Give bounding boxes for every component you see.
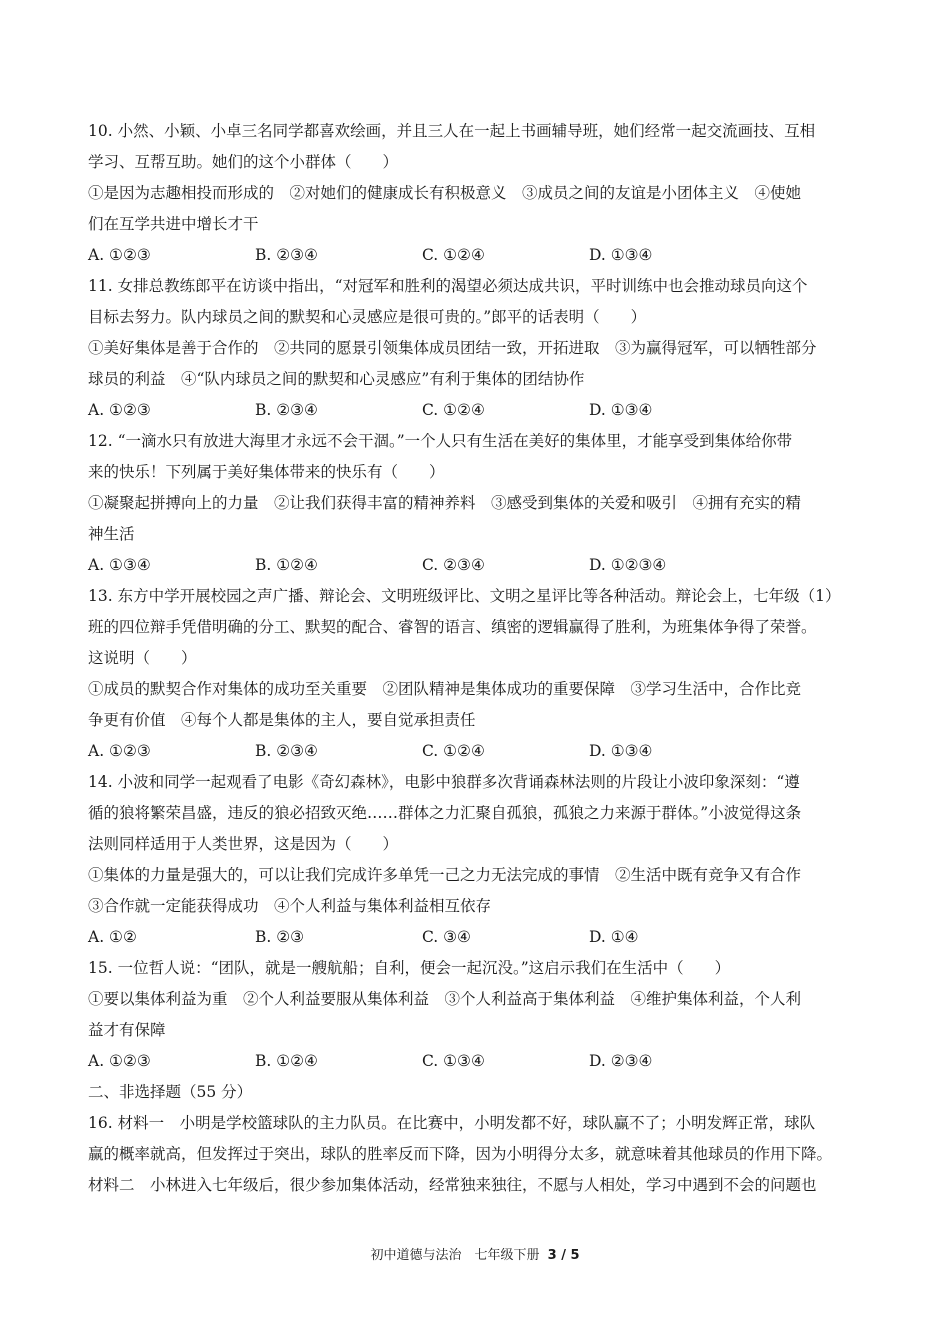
page-footer [0,1244,950,1263]
question-statements: ①美好集体是善于合作的 ②共同的愿景引领集体成员团结一致，开拓进取 ③为赢得冠军，可以牺牲部分 [88,339,817,357]
question-statements: 益才有保障 [88,1021,166,1039]
option-b: B. ②③④ [255,246,318,264]
exam-content [88,116,864,1201]
option-c: C. ①②④ [422,401,485,419]
question-stem: 学习、互帮互助。她们的这个小群体（ ） [88,153,399,171]
question-statements: ③合作就一定能获得成功 ④个人利益与集体利益相互依存 [88,897,492,915]
option-d: D. ②③④ [589,1052,653,1070]
question-statements: ①成员的默契合作对集体的成功至关重要 ②团队精神是集体成功的重要保障 ③学习生活中，合作比竞 [88,680,802,698]
question-statements: ①要以集体利益为重 ②个人利益要服从集体利益 ③个人利益高于集体利益 ④维护集体利益，个人利 [88,990,802,1008]
section-heading: 二、非选择题（55 分） [88,1083,253,1101]
option-c: C. ①②④ [422,742,485,760]
option-a: A. ①②③ [88,1052,151,1070]
question-stem: 13. 东方中学开展校园之声广播、辩论会、文明班级评比、文明之星评比等各种活动。辩论会上，七年级（1） [88,587,841,605]
material-text: 材料二 小林进入七年级后，很少参加集体活动，经常独来独往，不愿与人相处，学习中遇到不会的问题也 [88,1176,817,1194]
page-number: 3 / 5 [547,1248,580,1263]
answer-options [88,922,864,953]
option-d: D. ①③④ [589,742,653,760]
answer-options [88,550,864,581]
option-a: A. ①②③ [88,401,151,419]
question-statements: 神生活 [88,525,135,543]
question-10 [88,116,864,271]
question-stem: 这说明（ ） [88,649,197,667]
question-stem: 法则同样适用于人类世界，这是因为（ ） [88,835,399,853]
question-stem: 15. 一位哲人说：“团队，就是一艘航船；自利，便会一起沉没。”这启示我们在生活中（ ） [88,959,731,977]
question-statements: 们在互学共进中增长才干 [88,215,259,233]
question-statements: 球员的利益 ④“队内球员之间的默契和心灵感应”有利于集体的团结协作 [88,370,585,388]
option-d: D. ①②③④ [589,556,667,574]
question-12 [88,426,864,581]
option-b: B. ②③ [255,928,305,946]
answer-options [88,395,864,426]
answer-options [88,1046,864,1077]
question-stem: 班的四位辩手凭借明确的分工、默契的配合、睿智的语言、缜密的逻辑赢得了胜利，为班集体争得了荣誉。 [88,618,817,636]
question-16 [88,1108,864,1201]
question-13 [88,581,864,767]
option-c: C. ①③④ [422,1052,485,1070]
question-statements: ①是因为志趣相投而形成的 ②对她们的健康成长有积极意义 ③成员之间的友谊是小团体主义 ④使她 [88,184,802,202]
option-b: B. ②③④ [255,742,318,760]
question-stem: 14. 小波和同学一起观看了电影《奇幻森林》，电影中狼群多次背诵森林法则的片段让小波印象深刻：“遵 [88,773,800,791]
option-a: A. ①②③ [88,742,151,760]
option-c: C. ③④ [422,928,471,946]
question-statements: ①集体的力量是强大的，可以让我们完成许多单凭一己之力无法完成的事情 ②生活中既有竞争又有合作 [88,866,802,884]
question-stem: 10. 小然、小颖、小卓三名同学都喜欢绘画，并且三人在一起上书画辅导班，她们经常一起交流画技、互相 [88,122,816,140]
option-b: B. ①②④ [255,556,318,574]
material-text: 16. 材料一 小明是学校篮球队的主力队员。在比赛中，小明发都不好，球队赢不了；小明发辉正常，球队 [88,1114,816,1132]
option-a: A. ①②③ [88,246,151,264]
material-text: 赢的概率就高，但发挥过于突出，球队的胜率反而下降，因为小明得分太多，就意味着其他球员的作用下降。 [88,1145,833,1163]
option-d: D. ①③④ [589,246,653,264]
answer-options [88,240,864,271]
option-b: B. ①②④ [255,1052,318,1070]
question-statements: 争更有价值 ④每个人都是集体的主人，要自觉承担责任 [88,711,476,729]
option-a: A. ①③④ [88,556,151,574]
option-d: D. ①④ [589,928,639,946]
question-11 [88,271,864,426]
question-stem: 循的狼将繁荣昌盛，违反的狼必招致灭绝……群体之力汇聚自孤狼，孤狼之力来源于群体。”小波觉得这条 [88,804,802,822]
question-stem: 来的快乐！下列属于美好集体带来的快乐有（ ） [88,463,445,481]
option-d: D. ①③④ [589,401,653,419]
question-stem: 目标去努力。队内球员之间的默契和心灵感应是很可贵的。”郎平的话表明（ ） [88,308,647,326]
question-statements: ①凝聚起拼搏向上的力量 ②让我们获得丰富的精神养料 ③感受到集体的关爱和吸引 ④拥有充实的精 [88,494,802,512]
question-14 [88,767,864,953]
option-a: A. ①② [88,928,137,946]
answer-options [88,736,864,767]
option-c: C. ①②④ [422,246,485,264]
question-15 [88,953,864,1077]
option-c: C. ②③④ [422,556,485,574]
footer-title: 初中道德与法治 七年级下册 [370,1248,540,1263]
option-b: B. ②③④ [255,401,318,419]
question-stem: 11. 女排总教练郎平在访谈中指出，“对冠军和胜利的渴望必须达成共识，平时训练中也会推动球员向这个 [88,277,808,295]
question-stem: 12. “一滴水只有放进大海里才永远不会干涸。”一个人只有生活在美好的集体里，才能享受到集体给你带 [88,432,793,450]
